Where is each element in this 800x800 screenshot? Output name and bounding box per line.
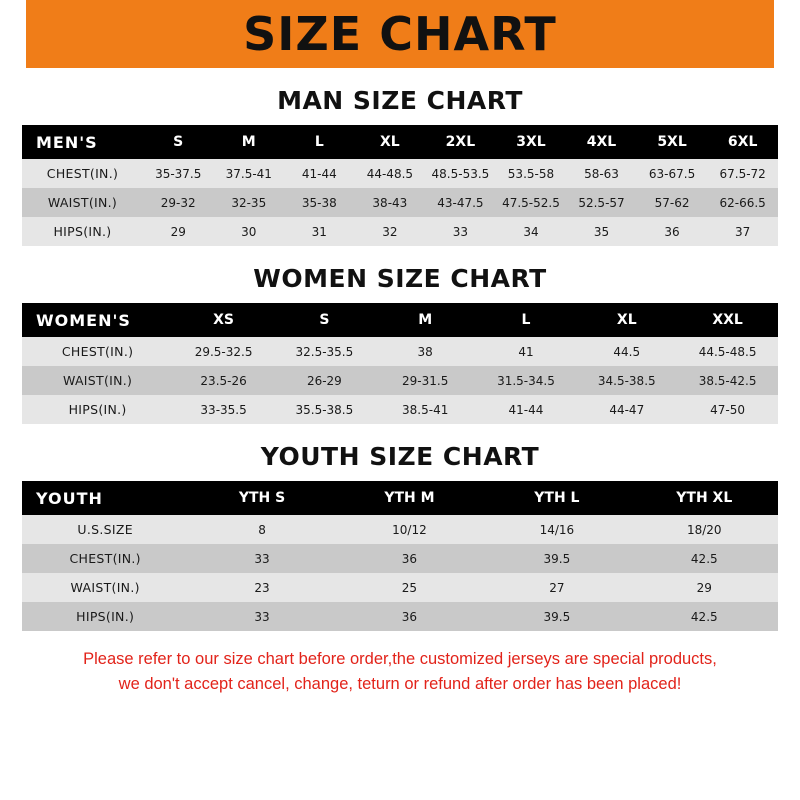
table-cell: 36 bbox=[336, 602, 483, 631]
table-row bbox=[22, 544, 778, 573]
table-row bbox=[22, 217, 778, 246]
table-cell: 38.5-41 bbox=[375, 395, 476, 424]
table-cell: 32 bbox=[355, 217, 426, 246]
table-row bbox=[22, 602, 778, 631]
column-header: YTH XL bbox=[631, 481, 778, 515]
table-row bbox=[22, 188, 778, 217]
table-youth-sizes bbox=[22, 481, 778, 631]
table-cell: 23 bbox=[188, 573, 335, 602]
column-header: YOUTH bbox=[22, 481, 188, 515]
column-header: YTH S bbox=[188, 481, 335, 515]
table-cell: 39.5 bbox=[483, 544, 630, 573]
table-row bbox=[22, 515, 778, 544]
table-row bbox=[22, 573, 778, 602]
table-cell: 36 bbox=[336, 544, 483, 573]
table-cell: 32.5-35.5 bbox=[274, 337, 375, 366]
column-header: YTH L bbox=[483, 481, 630, 515]
table-cell: 23.5-26 bbox=[173, 366, 274, 395]
column-header: MEN'S bbox=[22, 125, 143, 159]
table-cell: 32-35 bbox=[214, 188, 285, 217]
column-header: S bbox=[143, 125, 214, 159]
column-header: WOMEN'S bbox=[22, 303, 173, 337]
table-cell: 39.5 bbox=[483, 602, 630, 631]
column-header: YTH M bbox=[336, 481, 483, 515]
table-cell: 67.5-72 bbox=[707, 159, 778, 188]
footer-note bbox=[22, 647, 778, 697]
column-header: L bbox=[476, 303, 577, 337]
table-cell: 26-29 bbox=[274, 366, 375, 395]
table-cell: 31.5-34.5 bbox=[476, 366, 577, 395]
table-cell: 63-67.5 bbox=[637, 159, 708, 188]
section-women bbox=[22, 264, 778, 424]
table-cell: 47-50 bbox=[677, 395, 778, 424]
column-header: 5XL bbox=[637, 125, 708, 159]
table-cell: 41 bbox=[476, 337, 577, 366]
table-cell: 48.5-53.5 bbox=[425, 159, 496, 188]
section-youth bbox=[22, 442, 778, 631]
table-row bbox=[22, 366, 778, 395]
table-cell: 33 bbox=[188, 602, 335, 631]
table-cell: 27 bbox=[483, 573, 630, 602]
column-header: XL bbox=[576, 303, 677, 337]
table-cell: 44-47 bbox=[576, 395, 677, 424]
table-cell: 10/12 bbox=[336, 515, 483, 544]
table-cell: 34.5-38.5 bbox=[576, 366, 677, 395]
column-header: XL bbox=[355, 125, 426, 159]
column-header: M bbox=[375, 303, 476, 337]
table-cell: 44-48.5 bbox=[355, 159, 426, 188]
column-header: S bbox=[274, 303, 375, 337]
column-header: L bbox=[284, 125, 355, 159]
table-cell: 38.5-42.5 bbox=[677, 366, 778, 395]
table-body bbox=[22, 515, 778, 631]
table-cell: 33 bbox=[188, 544, 335, 573]
row-label: U.S.SIZE bbox=[22, 515, 188, 544]
table-row bbox=[22, 337, 778, 366]
table-cell: 29.5-32.5 bbox=[173, 337, 274, 366]
table-row bbox=[22, 159, 778, 188]
table-cell: 44.5 bbox=[576, 337, 677, 366]
table-row bbox=[22, 395, 778, 424]
row-label: WAIST(IN.) bbox=[22, 573, 188, 602]
table-cell: 25 bbox=[336, 573, 483, 602]
section-title-youth: YOUTH SIZE CHART bbox=[260, 442, 540, 471]
table-cell: 29-32 bbox=[143, 188, 214, 217]
table-cell: 47.5-52.5 bbox=[496, 188, 567, 217]
table-cell: 57-62 bbox=[637, 188, 708, 217]
table-cell: 8 bbox=[188, 515, 335, 544]
table-header-row bbox=[22, 303, 778, 337]
row-label: HIPS(IN.) bbox=[22, 602, 188, 631]
table-cell: 37 bbox=[707, 217, 778, 246]
table-body bbox=[22, 159, 778, 246]
header-right-spacer bbox=[774, 0, 800, 68]
table-cell: 29 bbox=[143, 217, 214, 246]
table-body bbox=[22, 337, 778, 424]
table-cell: 41-44 bbox=[284, 159, 355, 188]
row-label: CHEST(IN.) bbox=[22, 337, 173, 366]
table-cell: 43-47.5 bbox=[425, 188, 496, 217]
table-cell: 38 bbox=[375, 337, 476, 366]
section-title-women: WOMEN SIZE CHART bbox=[253, 264, 547, 293]
table-cell: 42.5 bbox=[631, 602, 778, 631]
table-cell: 14/16 bbox=[483, 515, 630, 544]
header-band bbox=[0, 0, 800, 68]
row-label: HIPS(IN.) bbox=[22, 217, 143, 246]
row-label: HIPS(IN.) bbox=[22, 395, 173, 424]
footer-note-line-2: we don't accept cancel, change, teturn or refund after order has been placed! bbox=[118, 674, 682, 693]
table-cell: 33-35.5 bbox=[173, 395, 274, 424]
table-head bbox=[22, 125, 778, 159]
table-cell: 52.5-57 bbox=[566, 188, 637, 217]
table-cell: 62-66.5 bbox=[707, 188, 778, 217]
footer-note-line-1: Please refer to our size chart before order,the customized jerseys are special products, bbox=[83, 650, 717, 668]
table-cell: 33 bbox=[425, 217, 496, 246]
table-cell: 36 bbox=[637, 217, 708, 246]
table-cell: 44.5-48.5 bbox=[677, 337, 778, 366]
column-header: XS bbox=[173, 303, 274, 337]
table-header-row bbox=[22, 125, 778, 159]
table-head bbox=[22, 481, 778, 515]
column-header: XXL bbox=[677, 303, 778, 337]
table-women-sizes bbox=[22, 303, 778, 424]
column-header: 4XL bbox=[566, 125, 637, 159]
table-cell: 41-44 bbox=[476, 395, 577, 424]
table-header-row bbox=[22, 481, 778, 515]
row-label: CHEST(IN.) bbox=[22, 159, 143, 188]
table-cell: 34 bbox=[496, 217, 567, 246]
table-head bbox=[22, 303, 778, 337]
table-cell: 35 bbox=[566, 217, 637, 246]
section-man bbox=[22, 86, 778, 246]
table-cell: 42.5 bbox=[631, 544, 778, 573]
column-header: 2XL bbox=[425, 125, 496, 159]
table-cell: 30 bbox=[214, 217, 285, 246]
table-cell: 31 bbox=[284, 217, 355, 246]
page-title: SIZE CHART bbox=[243, 7, 557, 61]
row-label: WAIST(IN.) bbox=[22, 366, 173, 395]
table-cell: 38-43 bbox=[355, 188, 426, 217]
table-cell: 37.5-41 bbox=[214, 159, 285, 188]
table-man-sizes bbox=[22, 125, 778, 246]
table-cell: 53.5-58 bbox=[496, 159, 567, 188]
table-cell: 35.5-38.5 bbox=[274, 395, 375, 424]
column-header: 3XL bbox=[496, 125, 567, 159]
section-title-man: MAN SIZE CHART bbox=[277, 86, 523, 115]
table-cell: 18/20 bbox=[631, 515, 778, 544]
table-cell: 35-37.5 bbox=[143, 159, 214, 188]
column-header: 6XL bbox=[707, 125, 778, 159]
content bbox=[0, 86, 800, 697]
row-label: WAIST(IN.) bbox=[22, 188, 143, 217]
table-cell: 35-38 bbox=[284, 188, 355, 217]
table-cell: 29-31.5 bbox=[375, 366, 476, 395]
table-cell: 58-63 bbox=[566, 159, 637, 188]
row-label: CHEST(IN.) bbox=[22, 544, 188, 573]
column-header: M bbox=[214, 125, 285, 159]
table-cell: 29 bbox=[631, 573, 778, 602]
header-left-spacer bbox=[0, 0, 26, 68]
